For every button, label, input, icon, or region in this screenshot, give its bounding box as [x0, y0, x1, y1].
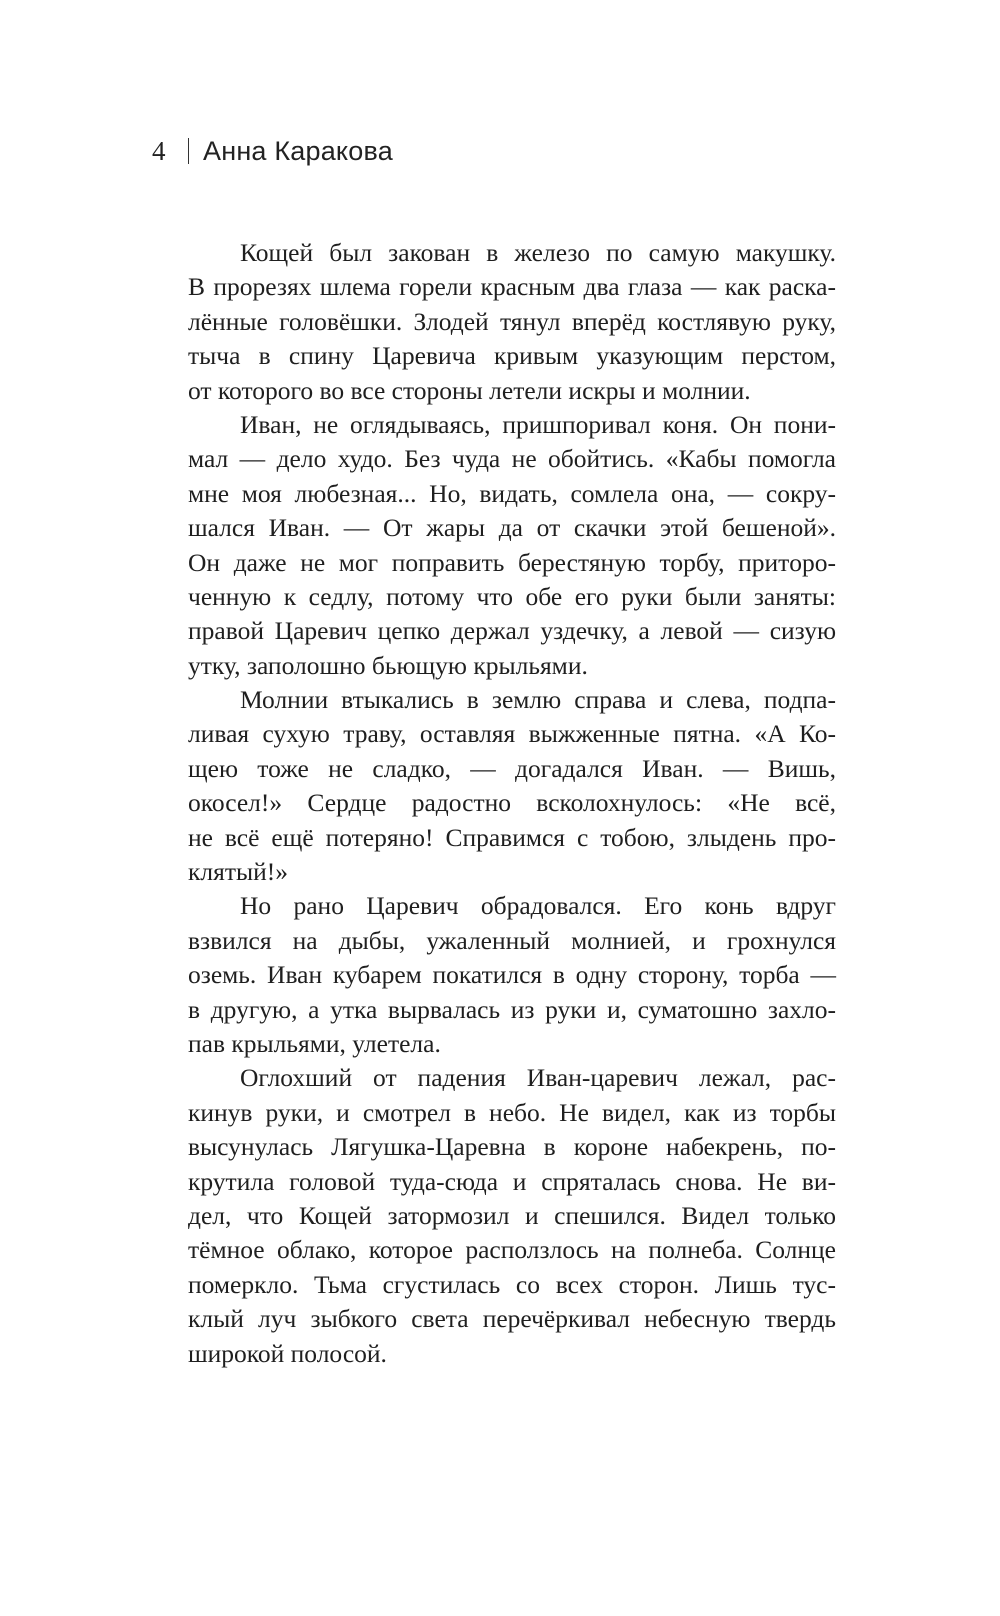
text-line: Он даже не мог поправить берестяную торбу, притoро- [188, 547, 836, 577]
body-text [188, 236, 836, 1371]
text-line: померкло. Тьма сгустилась со всех сторон. Лишь тус- [188, 1269, 836, 1299]
text-line: клятый!» [188, 857, 289, 887]
text-line: пав крыльями, улетела. [188, 1028, 441, 1058]
text-line: тыча в спину Царевича кривым указующим перстом, [188, 341, 836, 371]
text-line: не всё ещё потеряно! Справимся с тобою, злыдень про- [188, 822, 836, 852]
text-line: шался Иван. — От жары да от скачки этой бешеной». [188, 513, 836, 543]
text-line: дел, что Кощей затормозил и спешился. Видел только [188, 1200, 836, 1230]
text-line: взвился на дыбы, ужаленный молнией, и грохнулся [188, 925, 836, 955]
text-line: Кощей был закован в железо по самую макушку. [240, 238, 836, 267]
text-line: В прорезях шлема горели красным два глаза — как раска- [188, 272, 836, 302]
text-line: Иван, не оглядываясь, пришпоривал коня. Он пони- [240, 409, 836, 439]
text-line: мне моя любезная... Но, видать, сомлела она, — сокру- [188, 478, 836, 508]
paragraph [188, 1061, 836, 1371]
text-line: тёмное облако, которое расползлось на полнеба. Солнце [188, 1235, 836, 1265]
text-line: утку, заполошно бьющую крыльями. [188, 650, 588, 680]
paragraph [188, 408, 836, 683]
text-line: щею тоже не сладко, — догадался Иван. — Вишь, [188, 753, 836, 783]
text-line: Оглохший от падения Иван-царевич лежал, рас- [240, 1063, 836, 1093]
text-line: оземь. Иван кубарем покатился в одну сторону, торба — [188, 960, 836, 990]
text-line: лённые головёшки. Злодей тянул вперёд костлявую руку, [188, 306, 836, 336]
text-line: ченную к седлу, потому что обе его руки были заняты: [188, 581, 836, 611]
text-line: кинув руки, и смотрел в небо. Не видел, как из торбы [188, 1097, 836, 1127]
paragraph [188, 236, 836, 408]
text-line: правой Царевич цепко держал уздечку, а левой — сизую [188, 616, 836, 646]
text-line: ливая сухую траву, оставляя выжженные пятна. «А Ко- [188, 719, 836, 749]
paragraph [188, 683, 836, 889]
text-line: в другую, а утка вырвалась из руки и, суматошно захло- [188, 994, 836, 1024]
text-line: клый луч зыбкого света перечёркивал небесную твердь [188, 1304, 836, 1334]
text-line: Молнии втыкались в землю справа и слева, подпа- [240, 685, 836, 715]
paragraph [188, 889, 836, 1061]
page-number: 4 [152, 135, 166, 166]
text-line: мал — дело худо. Без чуда не обойтись. «Кабы помогла [188, 444, 836, 474]
text-line: крутила головой туда-сюда и спряталась снова. Не ви- [188, 1166, 836, 1196]
text-line: от которого во все стороны летели искры и молнии. [188, 375, 751, 405]
text-line: высунулась Лягушка-Царевна в короне набекрень, по- [188, 1132, 836, 1162]
author-name: Анна Каракова [203, 135, 393, 166]
text-line: широкой полосой. [188, 1338, 387, 1368]
text-line: Но рано Царевич обрадовался. Его конь вдруг [240, 891, 836, 921]
running-head [152, 131, 393, 171]
text-line: окосел!» Сердце радостно всколохнулось: «Не всё, [188, 788, 836, 818]
head-separator [188, 138, 190, 164]
